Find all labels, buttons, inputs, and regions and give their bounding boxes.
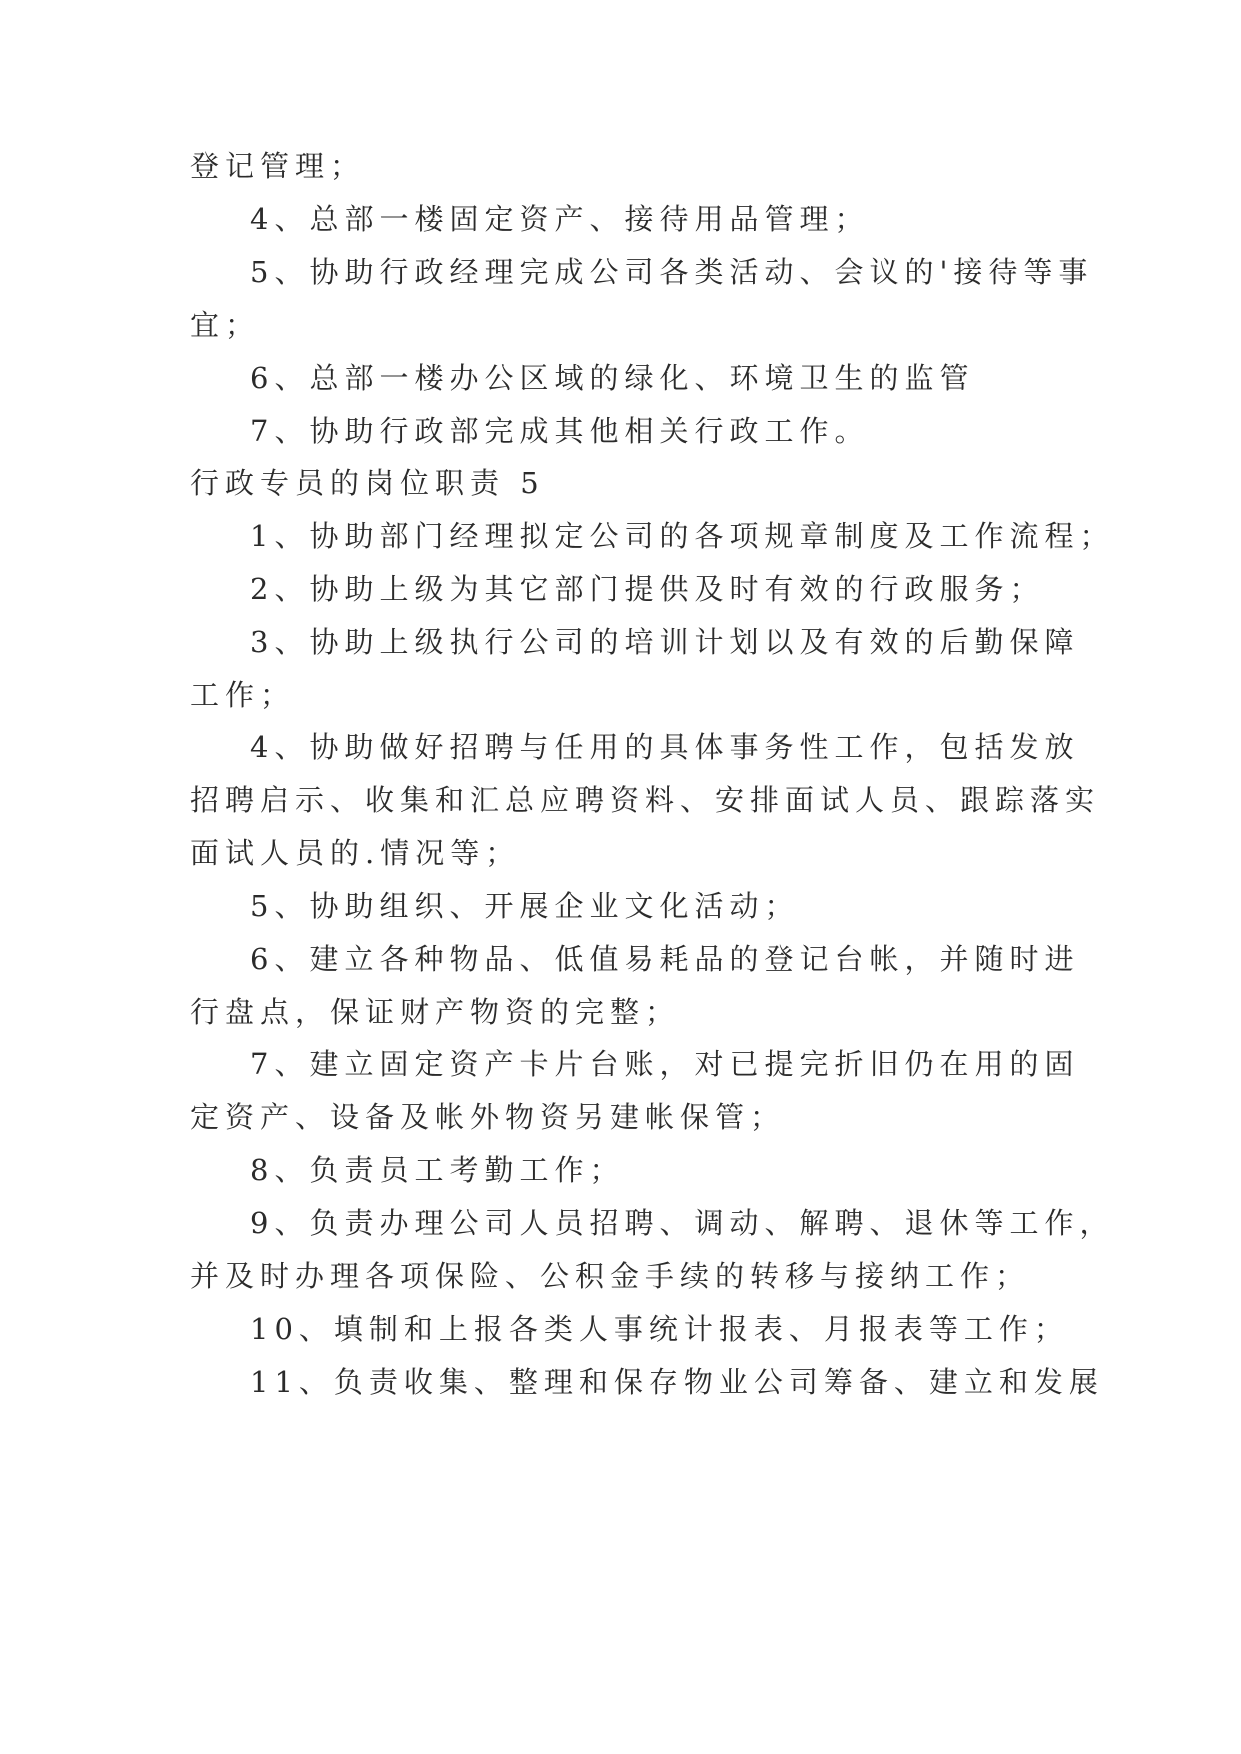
text-line: 招聘启示、收集和汇总应聘资料、安排面试人员、跟踪落实: [190, 783, 1101, 817]
text-line: 2、协助上级为其它部门提供及时有效的行政服务；: [250, 572, 1045, 606]
section-heading: 行政专员的岗位职责 5: [190, 466, 545, 500]
text-line: 5、协助行政经理完成公司各类活动、会议的'接待等事: [250, 255, 1094, 289]
text-line: 6、总部一楼办公区域的绿化、环境卫生的监管: [250, 361, 975, 395]
text-line: 7、协助行政部完成其他相关行政工作。: [250, 414, 870, 448]
text-line: 工作；: [190, 678, 296, 712]
text-line: 4、总部一楼固定资产、接待用品管理；: [250, 202, 870, 236]
text-line: 11、负责收集、整理和保存物业公司筹备、建立和发展: [250, 1365, 1104, 1399]
text-line: 1、协助部门经理拟定公司的各项规章制度及工作流程；: [250, 519, 1115, 553]
text-line: 并及时办理各项保险、公积金手续的转移与接纳工作；: [190, 1259, 1031, 1293]
text-line: 9、负责办理公司人员招聘、调动、解聘、退休等工作，: [250, 1206, 1115, 1240]
text-line: 登记管理；: [190, 149, 366, 183]
text-line: 6、建立各种物品、低值易耗品的登记台帐，并随时进: [250, 942, 1080, 976]
text-line: 3、协助上级执行公司的培训计划以及有效的后勤保障: [250, 625, 1080, 659]
text-line: 4、协助做好招聘与任用的具体事务性工作，包括发放: [250, 730, 1080, 764]
text-line: 5、协助组织、开展企业文化活动；: [250, 889, 800, 923]
text-line: 10、填制和上报各类人事统计报表、月报表等工作；: [250, 1312, 1069, 1346]
text-line: 定资产、设备及帐外物资另建帐保管；: [190, 1100, 786, 1134]
text-line: 行盘点，保证财产物资的完整；: [190, 995, 681, 1029]
text-line: 宜；: [190, 308, 261, 342]
text-line: 8、负责员工考勤工作；: [250, 1153, 625, 1187]
text-line: 面试人员的.情况等；: [190, 836, 521, 870]
text-line: 7、建立固定资产卡片台账，对已提完折旧仍在用的固: [250, 1047, 1080, 1081]
